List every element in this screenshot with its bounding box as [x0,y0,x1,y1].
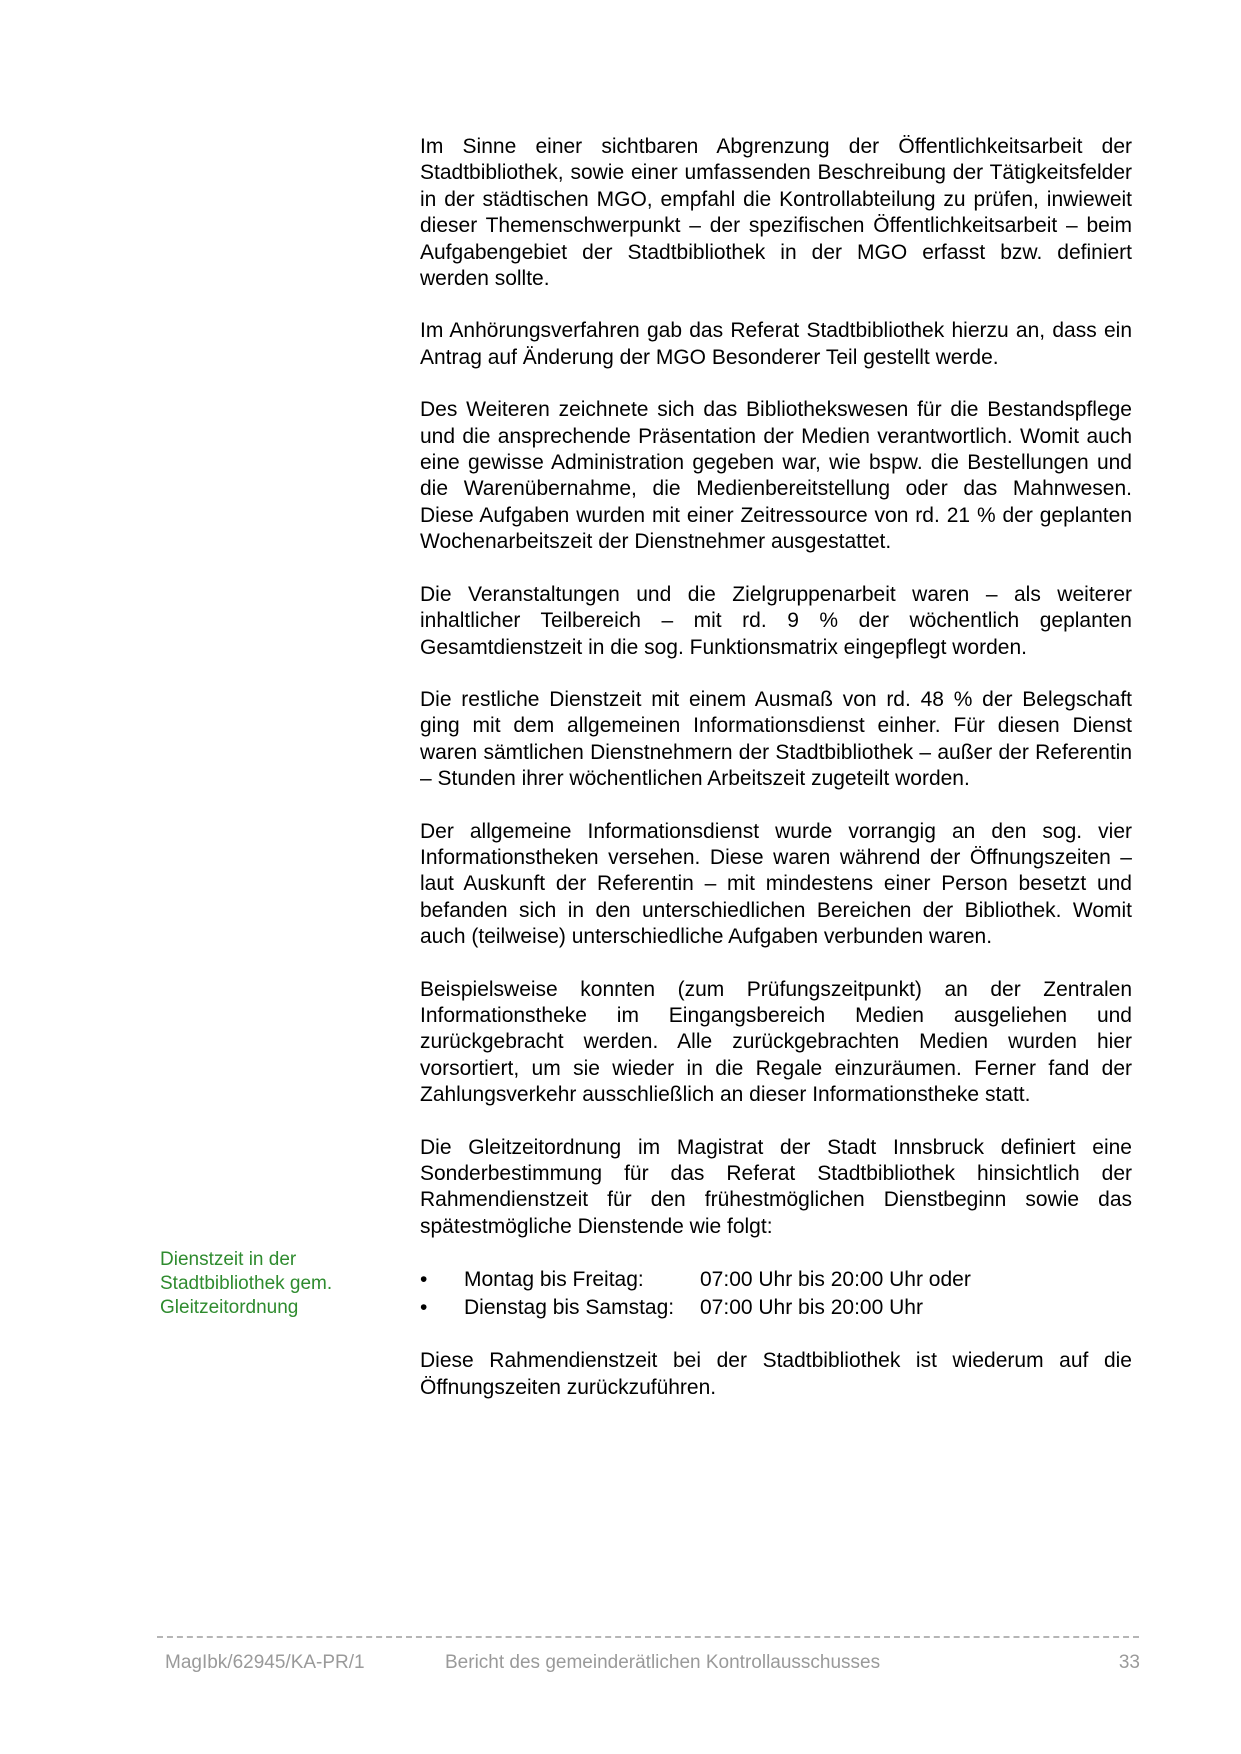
margin-note-line: Stadtbibliothek gem. [160,1273,333,1294]
bullet-icon: • [420,1268,428,1292]
page-number: 33 [1118,1652,1140,1673]
list-item-time: 07:00 Uhr bis 20:00 Uhr oder [700,1268,971,1292]
list-item-time: 07:00 Uhr bis 20:00 Uhr [700,1296,923,1320]
margin-note-line: Dienstzeit in der [160,1249,297,1270]
paragraph-anhoerungsverfahren: Im Anhörungsverfahren gab das Referat Stadtbibliothek hierzu an, dass ein Antrag auf Änderung der MGO Besonderer Teil gestellt werde. [420,319,1132,369]
paragraph-veranstaltungen: Die Veranstaltungen und die Zielgruppenarbeit waren – als weiterer inhaltlicher Teilbereich – mit rd. 9 % der wöchentlich geplanten Gesamtdienstzeit in die sog. Funktionsmatrix eingepflegt worden. [420,582,1132,659]
footer-divider [157,1636,1139,1638]
footer-reference: MagIbk/62945/KA-PR/1 [165,1652,365,1673]
paragraph-closing: Diese Rahmendienstzeit bei der Stadtbibliothek ist wiederum auf die Öffnungszeiten zurückzuführen. [420,1349,1132,1399]
paragraph-gleitzeitordnung: Die Gleitzeitordnung im Magistrat der Stadt Innsbruck definiert eine Sonderbestimmung für das Referat Stadtbibliothek hinsichtlich der Rahmendienstzeit für den frühestmöglichen Dienstbeginn sowie das spätestmögliche Dienstende wie folgt: [420,1135,1132,1238]
list-item-days: Dienstag bis Samstag: [464,1296,675,1320]
margin-note [160,1248,380,1320]
paragraph-informationsdienst: Der allgemeine Informationsdienst wurde vorrangig an den sog. vier Informationstheken versehen. Diese waren während der Öffnungszeiten – laut Auskunft der Referentin – mit mindestens einer Person besetzt und befanden sich in den unterschiedlichen Bereichen der Bibliothek. Womit auch (teilweise) unterschiedliche Aufgaben verbunden waren. [420,819,1132,949]
paragraph-oeffentlichkeitsarbeit: Im Sinne einer sichtbaren Abgrenzung der Öffentlichkeitsarbeit der Stadtbibliothek, sowie einer umfassenden Beschreibung der Tätigkeitsfelder in der städtischen MGO, empfahl die Kontrollabteilung zu prüfen, inwieweit dieser Themenschwerpunkt – der spezifischen Öffentlichkeitsarbeit – beim Aufgabengebiet der Stadtbibliothek in der MGO erfasst bzw. definiert werden sollte. [420,135,1132,291]
footer-title: Bericht des gemeinderätlichen Kontrollausschusses [445,1652,881,1673]
paragraph-zentrale-informationstheke: Beispielsweise konnten (zum Prüfungszeitpunkt) an der Zentralen Informationstheke im Eingangsbereich Medien ausgeliehen und zurückgebracht werden. Alle zurückgebrachten Medien wurden hier vorsortiert, um sie wieder in die Regale einzuräumen. Ferner fand der Zahlungsverkehr ausschließlich an dieser Informationstheke statt. [420,977,1132,1107]
paragraph-restliche-dienstzeit: Die restliche Dienstzeit mit einem Ausmaß von rd. 48 % der Belegschaft ging mit dem allgemeinen Informationsdienst einher. Für diesen Dienst waren sämtlichen Dienstnehmern der Stadtbibliothek – außer der Referentin – Stunden ihrer wöchentlichen Arbeitszeit zugeteilt worden. [420,687,1132,791]
list-item-days: Montag bis Freitag: [464,1268,644,1292]
bullet-icon: • [420,1296,428,1320]
rahmendienstzeit-list [420,1266,1132,1322]
list-item [420,1294,1132,1322]
main-text-column [420,134,1132,1427]
paragraph-bibliothekswesen: Des Weiteren zeichnete sich das Bibliothekswesen für die Bestandspflege und die ansprechende Präsentation der Medien verantwortlich. Womit auch eine gewisse Administration gegeben war, wie bspw. die Bestellungen und die Warenübernahme, die Medienbereitstellung oder das Mahnwesen. Diese Aufgaben wurden mit einer Zeitressource von rd. 21 % der geplanten Wochenarbeitszeit der Dienstnehmer ausgestattet. [420,398,1132,554]
margin-note-line: Gleitzeitordnung [160,1297,299,1318]
list-item [420,1266,1132,1294]
